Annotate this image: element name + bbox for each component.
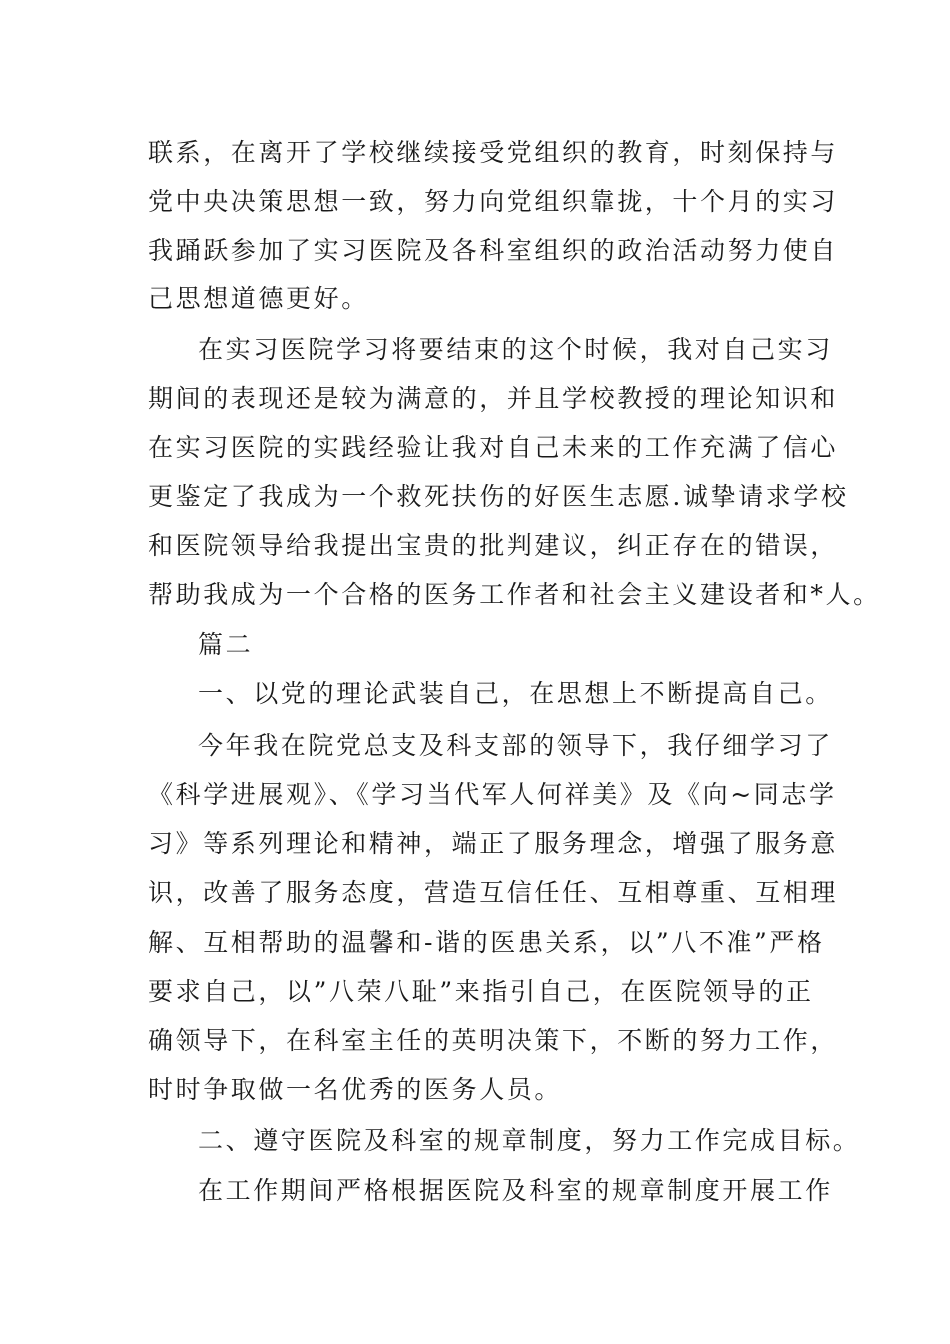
text-line: 习》等系列理论和精神，端正了服务理念，增强了服务意 (148, 829, 839, 858)
text-line: 要求自己，以”八荣八耻”来指引自己，在医院领导的正 (148, 977, 814, 1006)
text-line: 更鉴定了我成为一个救死扶伤的好医生志愿.诚挚请求学校 (148, 482, 849, 511)
text-line: 时时争取做一名优秀的医务人员。 (148, 1075, 563, 1104)
text-line: 党中央决策思想一致，努力向党组织靠拢，十个月的实习 (148, 187, 839, 216)
text-line: 《科学进展观》、《学习当代军人何祥美》及《向~同志学 (148, 780, 837, 809)
text-line: 己思想道德更好。 (148, 284, 369, 313)
text-line: 我踊跃参加了实习医院及各科室组织的政治活动努力使自 (148, 236, 839, 265)
text-line: 解、互相帮助的温馨和-谐的医患关系，以”八不准”严格 (148, 928, 825, 957)
paragraph-first-line: 在实习医院学习将要结束的这个时候，我对自己实习 (198, 335, 833, 364)
text-line: 期间的表现还是较为满意的，并且学校教授的理论知识和 (148, 384, 839, 413)
text-line: 帮助我成为一个合格的医务工作者和社会主义建设者和*人。 (148, 580, 881, 609)
section-heading: 篇二 (198, 630, 254, 659)
text-line: 确领导下，在科室主任的英明决策下，不断的努力工作， (148, 1026, 839, 1055)
text-line: 识，改善了服务态度，营造互信任任、互相尊重、互相理 (148, 878, 839, 907)
subsection-heading: 二、遵守医院及科室的规章制度，努力工作完成目标。 (198, 1126, 861, 1155)
paragraph-first-line: 今年我在院党总支及科支部的领导下，我仔细学习了 (198, 731, 833, 760)
text-line: 在实习医院的实践经验让我对自己未来的工作充满了信心 (148, 433, 839, 462)
text-line: 和医院领导给我提出宝贵的批判建议，纠正存在的错误， (148, 531, 839, 560)
text-line: 联系，在离开了学校继续接受党组织的教育，时刻保持与 (148, 138, 839, 167)
subsection-heading: 一、以党的理论武装自己，在思想上不断提高自己。 (198, 679, 833, 708)
paragraph-first-line: 在工作期间严格根据医院及科室的规章制度开展工作 (198, 1176, 833, 1205)
